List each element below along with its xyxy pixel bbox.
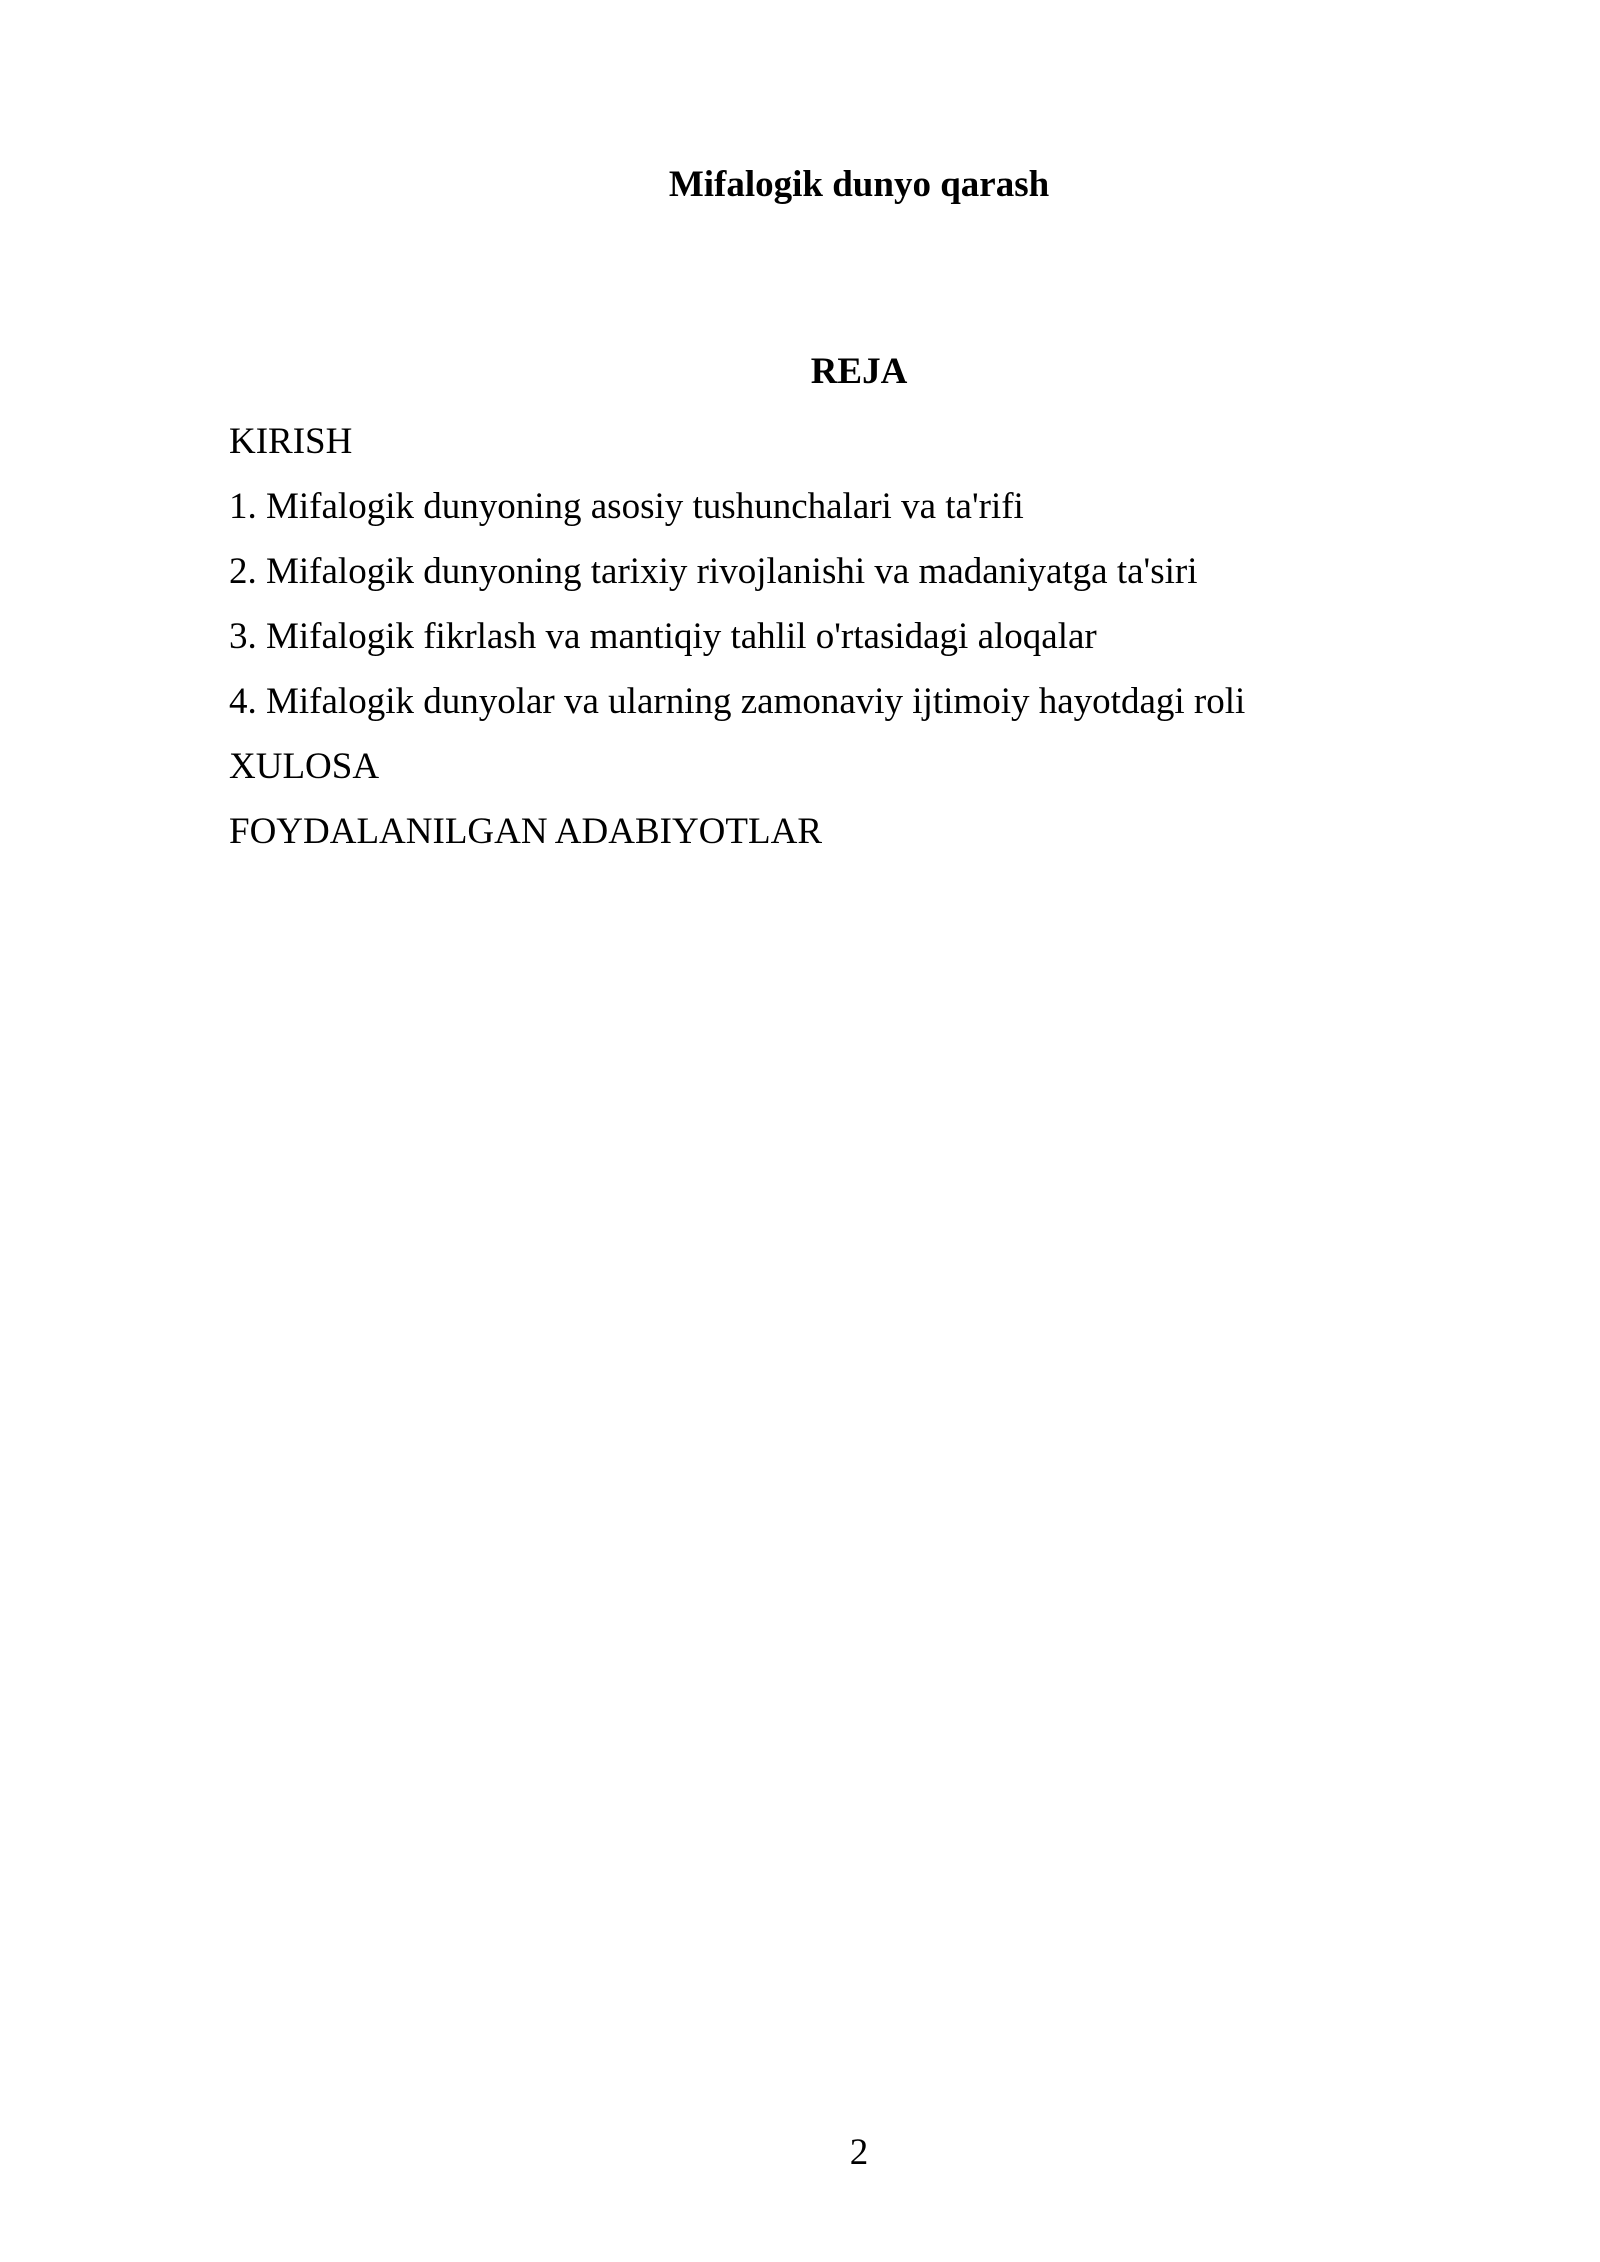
plan-item-conclusion: XULOSA <box>229 746 380 787</box>
page-number: 2 <box>849 2132 869 2173</box>
document-title: Mifalogik dunyo qarash <box>668 164 1050 205</box>
plan-item-references: FOYDALANILGAN ADABIYOTLAR <box>229 811 822 852</box>
plan-list <box>229 420 1429 875</box>
plan-item-introduction: KIRISH <box>229 421 353 462</box>
plan-heading: REJA <box>810 351 908 392</box>
plan-item-1: 1. Mifalogik dunyoning asosiy tushunchalari va ta'rifi <box>229 486 1024 527</box>
plan-item-4: 4. Mifalogik dunyolar va ularning zamonaviy ijtimoiy hayotdagi roli <box>229 681 1246 722</box>
plan-item-3: 3. Mifalogik fikrlash va mantiqiy tahlil o'rtasidagi aloqalar <box>229 616 1097 657</box>
plan-item-2: 2. Mifalogik dunyoning tarixiy rivojlanishi va madaniyatga ta'siri <box>229 551 1198 592</box>
